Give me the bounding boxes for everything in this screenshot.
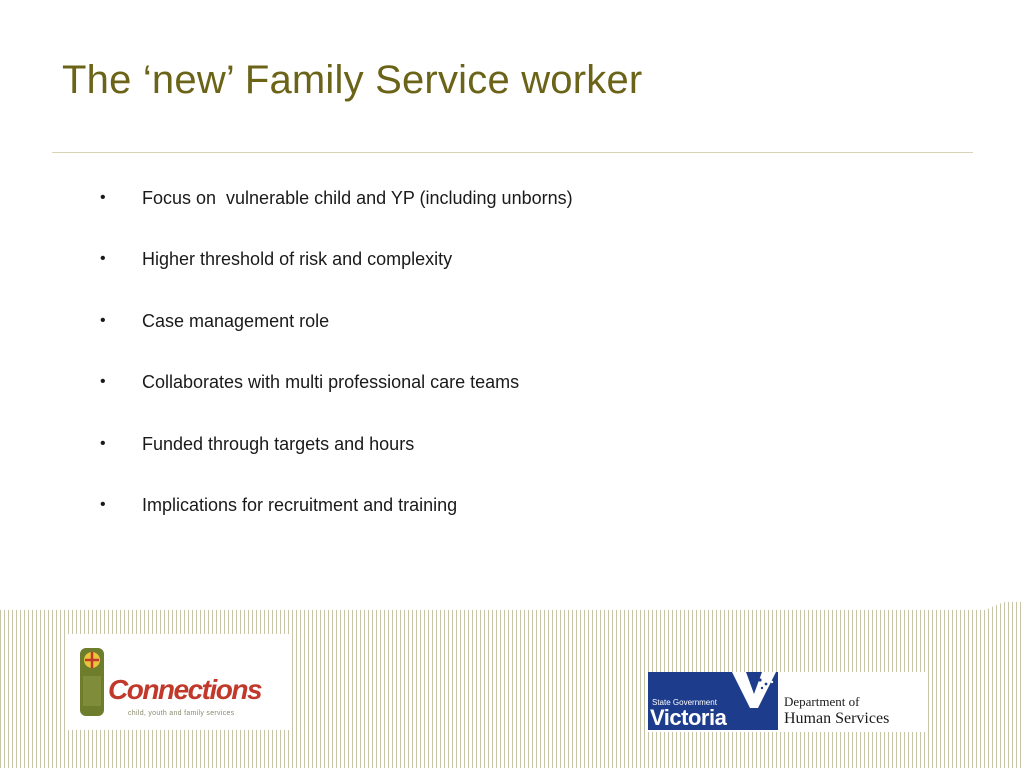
victoria-wordmark: Victoria: [650, 705, 727, 730]
bullet-marker: •: [100, 434, 106, 452]
slide-title: The ‘new’ Family Service worker: [62, 58, 643, 102]
bullet-marker: •: [100, 250, 106, 268]
bullet-text: Implications for recruitment and training: [142, 494, 458, 515]
bullet-marker: •: [100, 373, 106, 391]
bullet-item: [100, 307, 330, 368]
bullet-item: [100, 430, 415, 491]
bullet-item: [100, 491, 458, 552]
victoria-dhs-logo: [648, 672, 926, 732]
bullet-item: [100, 245, 453, 306]
state-government-label: State Government: [652, 698, 717, 707]
bullet-text: Higher threshold of risk and complexity: [142, 249, 453, 270]
department-label: Department of: [784, 694, 860, 709]
bullet-marker: •: [100, 495, 106, 513]
human-services-label: Human Services: [784, 710, 890, 727]
uniting-care-emblem-icon: [80, 644, 104, 716]
connections-tagline: child, youth and family services: [128, 710, 235, 717]
bullet-text: Collaborates with multi professional care teams: [142, 372, 520, 393]
bullet-item: [100, 184, 573, 245]
title-divider: [52, 152, 973, 153]
bullet-marker: •: [100, 311, 106, 329]
bullet-item: [100, 368, 520, 429]
bullet-text: Focus on vulnerable child and YP (including unborns): [142, 188, 573, 208]
bullet-text: Case management role: [142, 310, 330, 331]
bullet-text: Funded through targets and hours: [142, 433, 415, 454]
connections-logo: [66, 634, 290, 730]
connections-wordmark: Connections: [108, 674, 262, 705]
bullet-list: [100, 184, 573, 552]
victoria-block: [648, 672, 778, 730]
bullet-marker: •: [100, 189, 106, 206]
